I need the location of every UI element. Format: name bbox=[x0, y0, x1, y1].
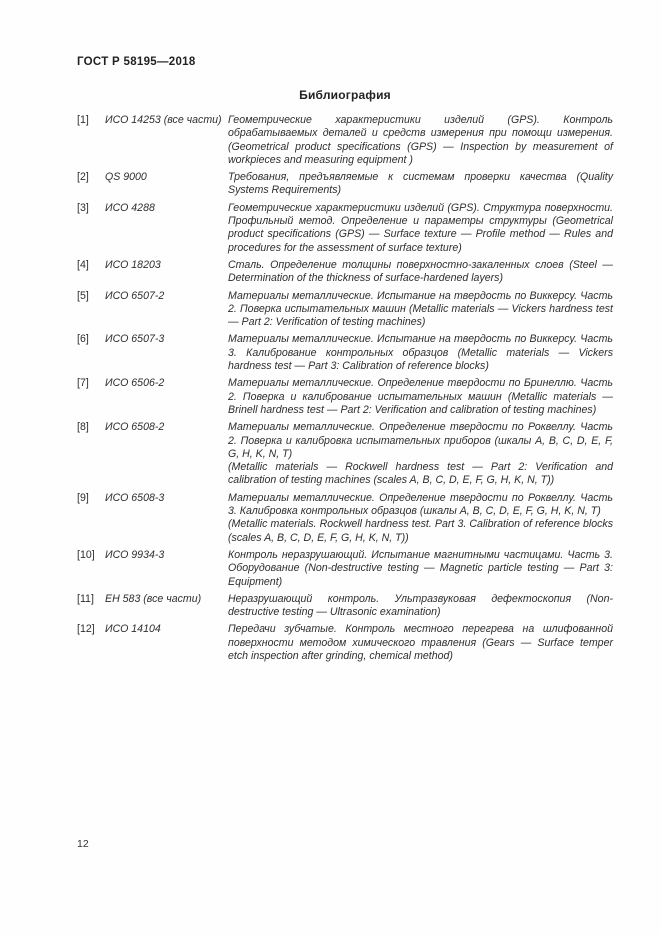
entry-description bbox=[228, 377, 613, 417]
entry-description bbox=[228, 171, 613, 198]
bibliography-entry bbox=[77, 593, 613, 620]
entry-description bbox=[228, 290, 613, 330]
entry-description bbox=[228, 623, 613, 663]
entry-description bbox=[228, 492, 613, 545]
entry-paragraph: Материалы металлические. Определение твердости по Роквеллу. Часть 2. Поверка и калибровка испытательных приборов (шкалы A, B, C, D, E, F, G, H, K, N, T) bbox=[228, 421, 613, 460]
bibliography-entry bbox=[77, 492, 613, 545]
bibliography-entry bbox=[77, 377, 613, 417]
entry-paragraph: Материалы металлические. Определение твердости по Бринеллю. Часть 2. Поверка и калибрование испытательных машин (Metallic materials — Brinell hardness test — Part 2: Verification and calibration of testing machines) bbox=[228, 377, 613, 416]
entry-code: ИСО 6508-3 bbox=[105, 491, 165, 504]
entry-description bbox=[228, 259, 613, 286]
bibliography-entry bbox=[77, 202, 613, 255]
bibliography-entry bbox=[77, 171, 613, 198]
entry-code: ИСО 18203 bbox=[105, 258, 161, 271]
entry-description bbox=[228, 421, 613, 487]
entry-ref: [7] bbox=[77, 377, 89, 390]
entry-code: ИСО 9934-3 bbox=[105, 548, 165, 561]
entry-paragraph: Передачи зубчатые. Контроль местного перегрева на шлифованной поверхности методом химического травления (Gears — Surface temper etch inspection after grinding, chemical method) bbox=[228, 623, 613, 662]
bibliography-entry bbox=[77, 114, 613, 167]
entry-description bbox=[228, 333, 613, 373]
entry-paragraph: Материалы металлические. Определение твердости по Роквеллу. Часть 3. Калибровка контрольных образцов (шкалы A, B, C, D, E, F, G, H, K, N, T) bbox=[228, 491, 613, 518]
entry-code: ЕН 583 (все части) bbox=[105, 592, 202, 605]
entry-ref: [4] bbox=[77, 258, 89, 271]
entry-paragraph: Неразрушающий контроль. Ультразвуковая дефектоскопия (Non-destructive testing — Ultrasonic examination) bbox=[228, 592, 613, 619]
bibliography-entry bbox=[77, 421, 613, 487]
entry-ref: [6] bbox=[77, 333, 89, 346]
entry-description bbox=[228, 549, 613, 589]
entry-ref: [1] bbox=[77, 114, 89, 126]
bibliography-entry bbox=[77, 290, 613, 330]
entry-description bbox=[228, 202, 613, 255]
bibliography-entry bbox=[77, 259, 613, 286]
entry-ref: [11] bbox=[77, 592, 94, 605]
entry-paragraph: Требования, предъявляемые к системам проверки качества (Quality Systems Requirements) bbox=[228, 171, 613, 197]
bibliography-entry bbox=[77, 549, 613, 589]
entry-paragraph: (Metallic materials. Rockwell hardness test. Part 3. Calibration of reference blocks (scales A, B, C, D, E, F, G, H, K, N, T)) bbox=[228, 518, 613, 544]
entry-code: ИСО 14104 bbox=[105, 623, 161, 636]
entry-description bbox=[228, 114, 613, 167]
bibliography-entry bbox=[77, 333, 613, 373]
entry-ref: [5] bbox=[77, 289, 89, 302]
page-number: 12 bbox=[77, 838, 89, 850]
entry-code: ИСО 4288 bbox=[105, 201, 155, 214]
entry-paragraph: Материалы металлические. Испытание на твердость по Виккерсу. Часть 3. Калибрование контрольных образцов (Metallic materials — Vickers hardness test — Part 3: Calibration of reference blocks) bbox=[228, 333, 613, 373]
entry-ref: [8] bbox=[77, 421, 89, 434]
entry-code: ИСО 6507-2 bbox=[105, 289, 165, 302]
entry-paragraph: Контроль неразрушающий. Испытание магнитными частицами. Часть 3. Оборудование (Non-destructive testing — Magnetic particle testing — Part 3: Equipment) bbox=[228, 548, 613, 588]
entry-paragraph: Геометрические характеристики изделий (GPS). Структура поверхности. Профильный метод. Определение и параметры структуры (Geometrical product specifications (GPS) — Surface texture — Profile method — Rules and procedures for the assessment of surface texture) bbox=[228, 201, 613, 254]
entry-ref: [3] bbox=[77, 201, 89, 214]
entry-ref: [12] bbox=[77, 623, 95, 636]
entry-code: ИСО 14253 (все части) bbox=[105, 114, 222, 126]
bibliography-list bbox=[77, 114, 613, 667]
entry-paragraph: Материалы металлические. Испытание на твердость по Виккерсу. Часть 2. Поверка испытательных машин (Metallic materials — Vickers hardness test — Part 2: Verification of testing machines) bbox=[228, 289, 613, 329]
entry-code: ИСО 6506-2 bbox=[105, 377, 165, 390]
entry-code: ИСО 6507-3 bbox=[105, 333, 165, 346]
entry-paragraph: (Metallic materials — Rockwell hardness test — Part 2: Verification and calibration of testing machines (scales A, B, C, D, E, F, G, H, K, N, T)) bbox=[228, 461, 613, 487]
bibliography-entry bbox=[77, 623, 613, 663]
document-standard-number: ГОСТ Р 58195—2018 bbox=[77, 56, 196, 68]
entry-paragraph: Сталь. Определение толщины поверхностно-закаленных слоев (Steel — Determination of the thickness of surface-hardened layers) bbox=[228, 258, 613, 285]
entry-description bbox=[228, 593, 613, 620]
entry-code: QS 9000 bbox=[105, 171, 147, 184]
entry-ref: [2] bbox=[77, 171, 89, 184]
entry-code: ИСО 6508-2 bbox=[105, 421, 165, 434]
entry-paragraph: Геометрические характеристики изделий (GPS). Контроль обрабатываемых деталей и средств измерения при помощи измерения. (Geometrical product specifications (GPS) — Inspection by measurement of workpieces and measuring equipment ) bbox=[228, 114, 613, 166]
page-title: Библиография bbox=[299, 88, 391, 102]
entry-ref: [10] bbox=[77, 548, 95, 561]
entry-ref: [9] bbox=[77, 491, 89, 504]
